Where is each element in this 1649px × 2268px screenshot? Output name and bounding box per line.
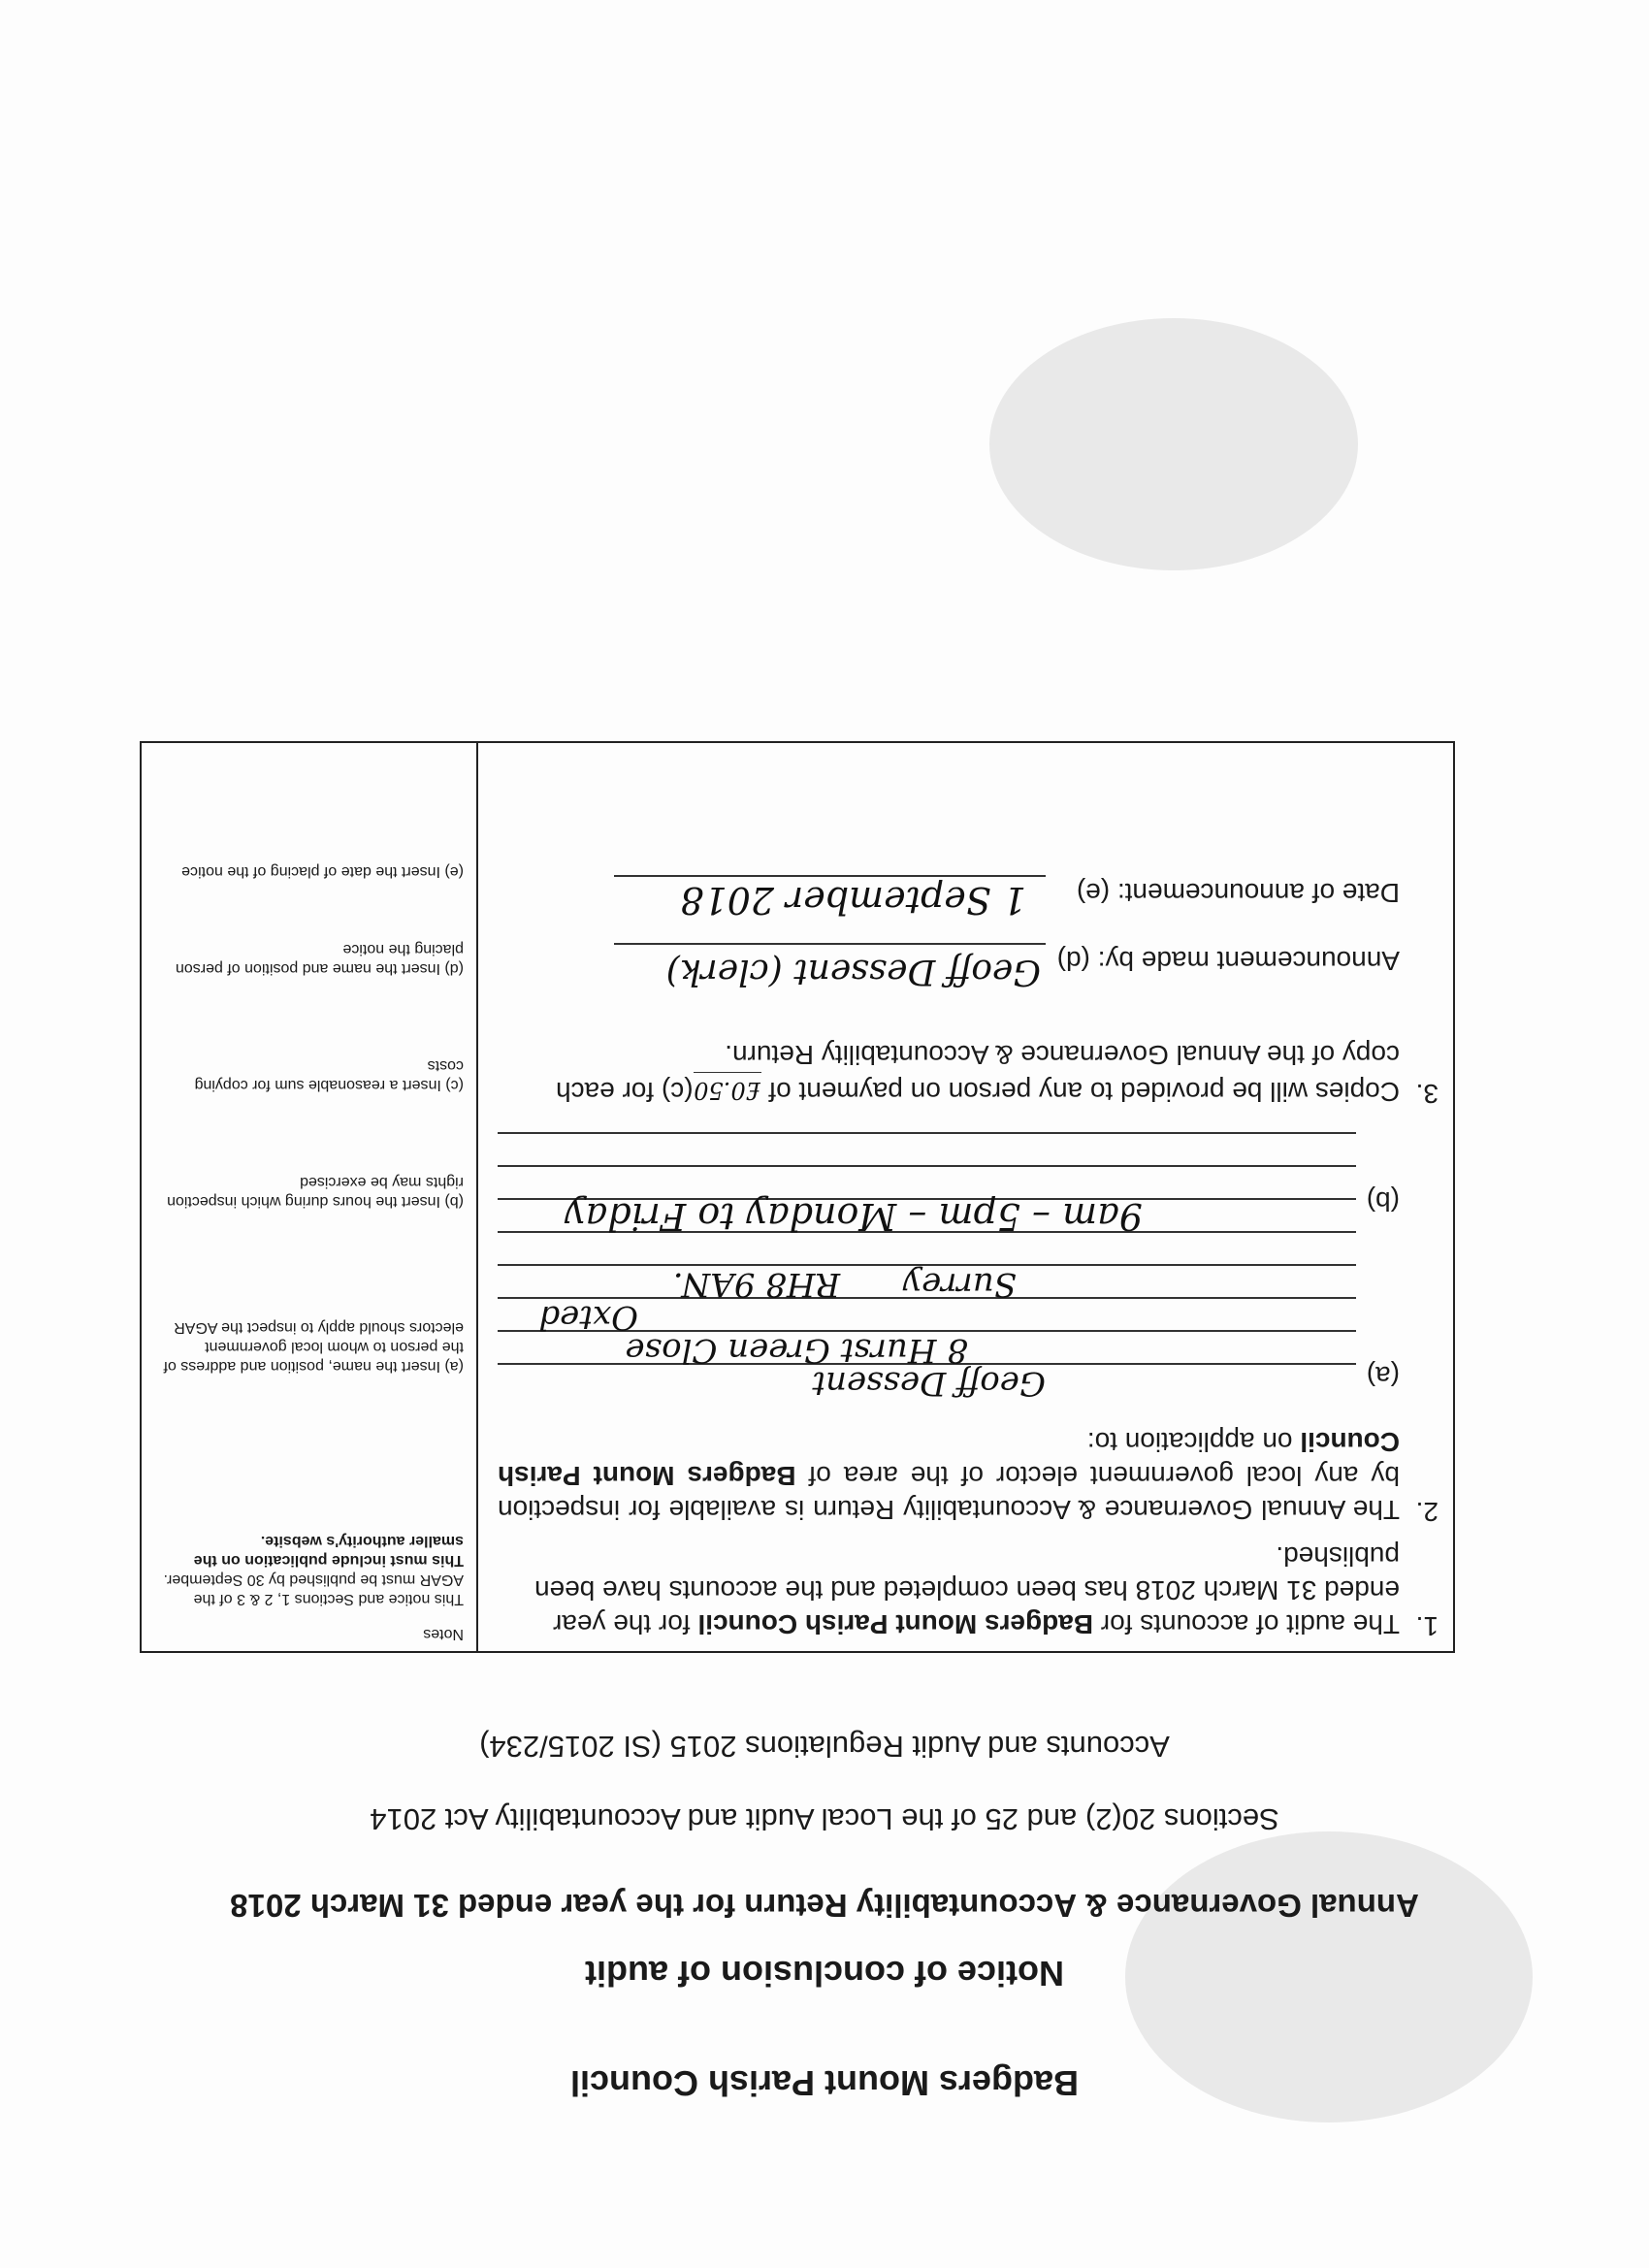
label-b: (b) — [1366, 1186, 1400, 1216]
item-3-text: Copies will be provided to any person on payment of £0.50(c) for each copy of the Annual Governance & Accountability Return. — [556, 1040, 1400, 1107]
inspection-hours: 9am – 5pm – Monday to Friday — [565, 1195, 1143, 1238]
date-of-announcement-label: Date of announcement: (e) — [1076, 878, 1400, 908]
item-1-text: The audit of accounts for Badgers Mount Parish Council for the year ended 31 March 2018 has been completed and the accounts have been published. — [534, 1541, 1400, 1639]
item-1-number: 1. — [1415, 1611, 1439, 1641]
council-title: Badgers Mount Parish Council — [569, 2063, 1080, 2103]
act-reference: Sections 20(2) and 25 of the Local Audit and Accountability Act 2014 — [370, 1802, 1279, 1836]
note-d: (d) Insert the name and position of person placing the notice — [175, 941, 464, 977]
regulations-reference: Accounts and Audit Regulations 2015 (SI 2015/234) — [479, 1730, 1170, 1764]
column-divider — [476, 743, 478, 1651]
notes-intro: This notice and Sections 1, 2 & 3 of the AGAR must be published by 30 September. This must include publication on the smaller authority's website. — [163, 1533, 464, 1607]
note-c: (c) Insert a reasonable sum for copying costs — [194, 1057, 464, 1093]
notice-table — [140, 741, 1455, 1653]
note-e: (e) Insert the date of placing of the notice — [181, 863, 464, 880]
inspection-contact-address-town: Oxted — [538, 1298, 638, 1337]
note-b: (b) Insert the hours during which inspection rights may be exercised — [167, 1174, 464, 1210]
item-2-number: 2. — [1415, 1497, 1439, 1527]
announcement-made-by: Geoff Dessent (clerk) — [665, 952, 1041, 991]
notice-title: Notice of conclusion of audit — [585, 1954, 1064, 1993]
item-3-number: 3. — [1415, 1079, 1439, 1109]
date-of-announcement: 1 September 2018 — [680, 879, 1026, 922]
notes-heading: Notes — [423, 1626, 464, 1642]
inspection-contact-address-county: Surrey RH8 9AN. — [672, 1265, 1017, 1304]
announcement-made-by-label: Announcement made by: (d) — [1056, 946, 1400, 976]
agar-title: Annual Governance & Accountability Return for the year ended 31 March 2018 — [230, 1888, 1419, 1924]
note-a: (a) Insert the name, position and address of the person to whom local government electors should apply to inspect the AGAR — [163, 1319, 464, 1375]
inspection-contact-address-street: 8 Hurst Green Close — [625, 1331, 968, 1370]
inspection-contact-name: Geoff Dessent — [812, 1364, 1046, 1403]
label-a: (a) — [1366, 1361, 1400, 1391]
copy-fee: £0.50 — [694, 1072, 761, 1107]
item-2-text: The Annual Governance & Accountability Return is available for inspection by any local government elector of the area of Badgers Mount Parish Council on application to: — [498, 1427, 1400, 1525]
